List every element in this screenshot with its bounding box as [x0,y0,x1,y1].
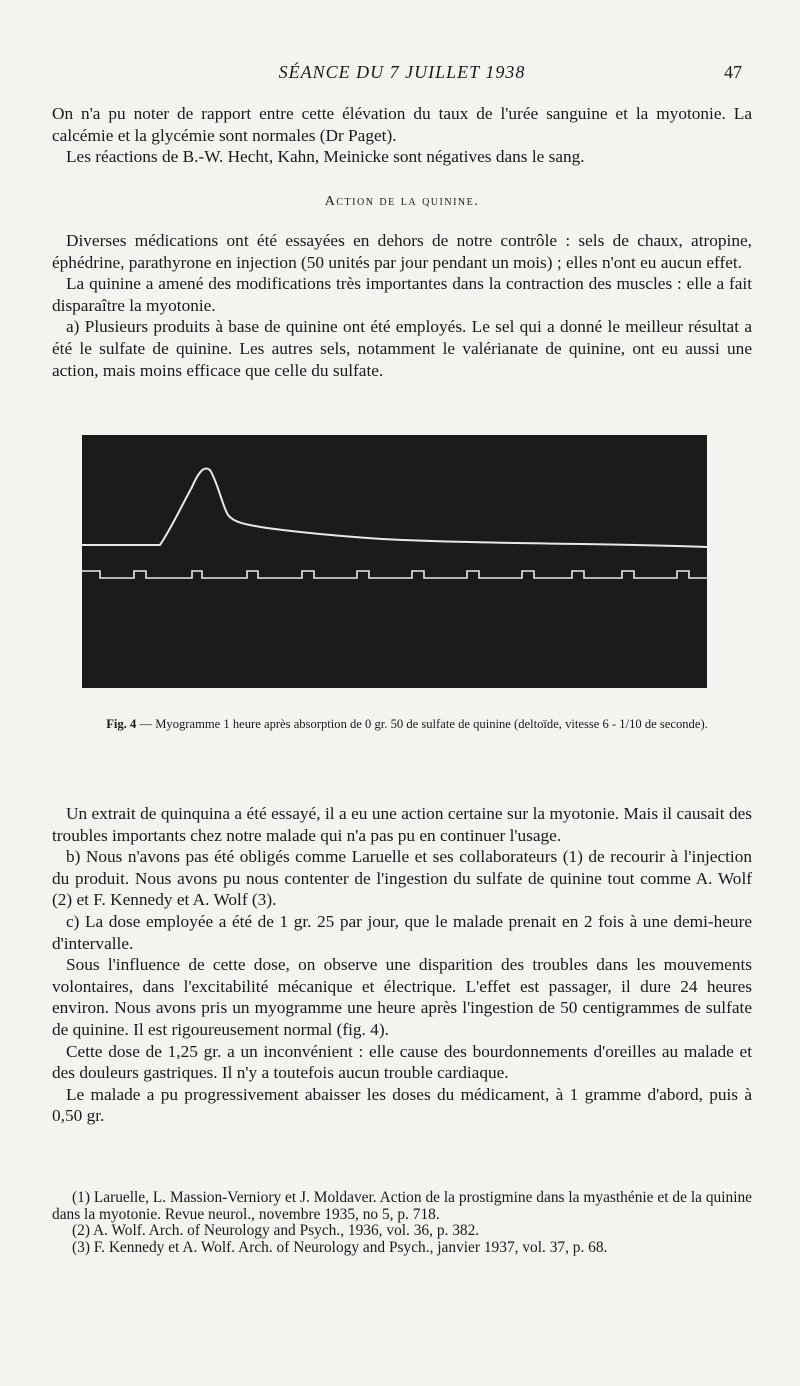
running-title: SÉANCE DU 7 JUILLET 1938 [278,62,526,82]
paragraph: La quinine a amené des modifications très importantes dans la contraction des muscles : elle a fait disparaître la myotonie. [52,274,752,315]
myogram-trace [82,435,707,688]
footnote: (2) A. Wolf. Arch. of Neurology and Psych., 1936, vol. 36, p. 382. [72,1222,480,1239]
paragraph: Cette dose de 1,25 gr. a un inconvénient : elle cause des bourdonnements d'oreilles au malade et des douleurs gastriques. Il n'y a toutefois aucun trouble cardiaque. [52,1041,752,1083]
paragraph: Diverses médications ont été essayées en dehors de notre contrôle : sels de chaux, atropine, éphédrine, parathyrone en injection (50 unités par jour pendant un mois) ; elles n'ont eu aucun effet. [52,231,752,272]
page-number: 47 [724,62,742,82]
body-paragraphs [52,803,752,1127]
paragraph: Sous l'influence de cette dose, on observe une disparition des troubles dans les mouvements volontaires, dans l'excitabilité mécanique et électrique. L'effet est passager, il dure 24 heures environ. Nous avons pris un myogramme une heure après l'ingestion de 50 centigrammes de sulfate de quinine. Il est rigoureusement normal (fig. 4). [52,955,752,1039]
footnote: (3) F. Kennedy et A. Wolf. Arch. of Neurology and Psych., janvier 1937, vol. 37, p. 68. [72,1238,608,1256]
myogram-curve [82,469,707,547]
paragraph: Un extrait de quinquina a été essayé, il a eu une action certaine sur la myotonie. Mais il causait des troubles importants chez notre malade qui n'a pas pu en continuer l'usage. [52,804,752,845]
paragraph: Le malade a pu progressivement abaisser les doses du médicament, à 1 gramme d'abord, puis à 0,50 gr. [52,1084,752,1126]
myogram-figure [82,435,707,688]
running-header [52,62,752,88]
figure-caption-text: — Myogramme 1 heure après absorption de 0 gr. 50 de sulfate de quinine (deltoïde, vitesse 6 - 1/10 de seconde). [139,717,708,731]
intro-paragraphs [52,103,752,168]
footnote: (1) Laruelle, L. Massion-Verniory et J. Moldaver. Action de la prostigmine dans la myasthénie et de la quinine dans la myotonie. Revue neurol., novembre 1935, no 5, p. 718. [52,1189,752,1223]
figure-label: Fig. 4 [106,717,137,731]
time-marker-trace [82,571,707,578]
paragraph: b) Nous n'avons pas été obligés comme Laruelle et ses collaborateurs (1) de recourir à l'injection du produit. Nous avons pu nous contenter de l'ingestion du sulfate de quinine tout comme A. Wolf (2) et F. Kennedy et A. Wolf (3). [52,847,752,910]
quinine-section [52,230,752,381]
paragraph: c) La dose employée a été de 1 gr. 25 par jour, que le malade prenait en 2 fois à une demi-heure d'intervalle. [52,911,752,953]
paragraph: On n'a pu noter de rapport entre cette élévation du taux de l'urée sanguine et la myotonie. La calcémie et la glycémie sont normales (Dr Paget). [52,104,752,145]
footnotes [52,1190,752,1256]
figure-caption [52,716,762,732]
paragraph: a) Plusieurs produits à base de quinine ont été employés. Le sel qui a donné le meilleur résultat a été le sulfate de quinine. Les autres sels, notamment le valérianate de quinine, ont eu aussi une action, mais moins efficace que celle du sulfate. [52,317,752,380]
section-heading: Action de la quinine. [324,194,480,209]
paragraph: Les réactions de B.-W. Hecht, Kahn, Meinicke sont négatives dans le sang. [66,147,585,167]
